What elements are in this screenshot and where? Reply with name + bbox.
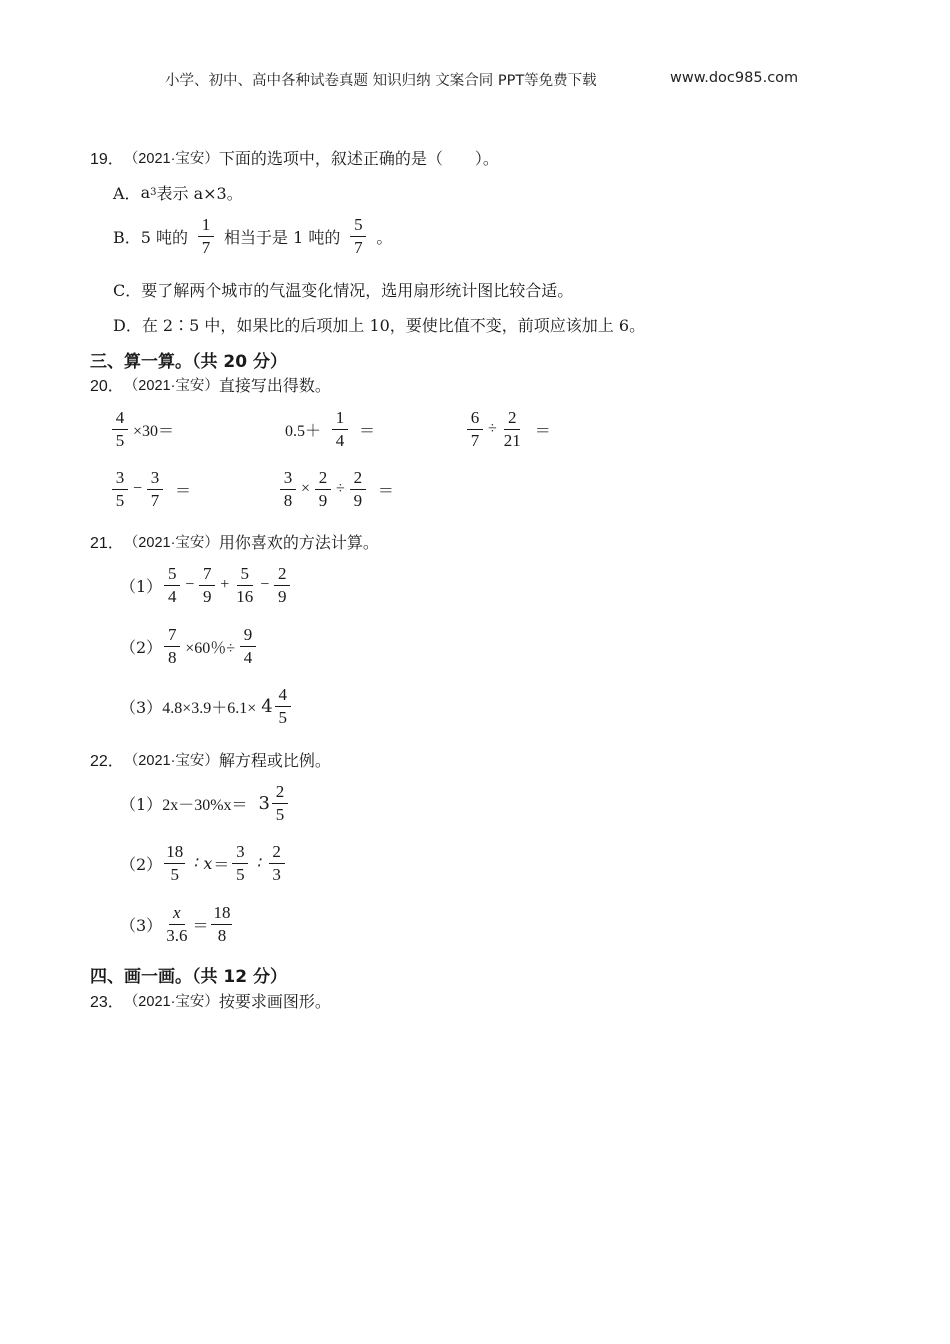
q22-source: （2021·宝安） [123,753,219,769]
fraction: $\frac{2}{5}$ [272,783,288,824]
q20-stem [90,373,331,396]
q19-option-d: D．在 2∶5 中，如果比的后项加上 10，要使比值不变，前项应该加上 6。 [113,316,646,335]
q21-stem [90,530,379,553]
header-website: www.doc985.com [670,70,799,86]
q19-number: 19． [90,151,124,168]
q19-option-a-label: A． [113,184,141,203]
q23-number: 23． [90,994,124,1011]
fraction: $\frac{3}{5}$ [112,469,128,510]
q22-part-1: （1） 2x－30%x＝ 3 $\frac{2}{5}$ [120,783,290,824]
q20-expr-3: $\frac{6}{7}$ ÷ $\frac{2}{21}$ ＝ [465,409,554,450]
fraction: $\frac{3}{8}$ [280,469,296,510]
q19-option-a [113,181,243,204]
fraction: $\frac{2}{9}$ [274,565,290,606]
q21-text: 用你喜欢的方法计算。 [218,533,379,552]
q19-source: （2021·宝安） [123,151,219,167]
fraction: $\frac{18}{8}$ [213,903,231,945]
q19-text: 下面的选项中，叙述正确的是（ ）。 [218,149,499,168]
q19-option-b-text3: 。 [376,227,393,247]
q20-expr-2: 0.5＋ $\frac{1}{4}$ ＝ [285,408,376,450]
fraction: $\frac{7}{9}$ [199,565,215,606]
q19-stem [90,146,499,169]
fraction: $\frac{2}{21}$ [503,408,521,450]
fraction: $\frac{3}{7}$ [147,469,163,510]
q23-text: 按要求画图形。 [218,992,331,1011]
fraction: $\frac{6}{7}$ [467,409,483,450]
fraction: $\frac{1}{4}$ [332,409,348,450]
fraction: $\frac{5}{4}$ [164,565,180,606]
fraction: $\frac{x}{3.6}$ [166,903,188,945]
q19-option-b-text2: 相当于是 1 吨的 [224,227,341,247]
q22-text: 解方程或比例。 [218,751,331,770]
q21-source: （2021·宝安） [123,535,219,551]
q19-option-a-exponent: 3 [150,187,157,198]
section-4-heading: 四、画一画。（共 12 分） [90,967,287,987]
q20-expr-1: $\frac{4}{5}$ ×30＝ [110,409,177,450]
q19-option-c: C．要了解两个城市的气温变化情况，选用扇形统计图比较合适。 [113,281,574,300]
q19-option-b-fraction1: $\frac{1}{7}$ [198,216,214,257]
q19-option-a-text: 表示 a×3。 [156,184,243,203]
fraction: $\frac{3}{5}$ [232,843,248,884]
q20-source: （2021·宝安） [123,378,219,394]
q19-option-b-label: B． [113,227,141,247]
fraction: $\frac{18}{5}$ [166,842,184,884]
q19-option-b-text1: 5 吨的 [140,227,189,247]
q21-part-2: （2） $\frac{7}{8}$ ×60％÷ $\frac{9}{4}$ [120,626,258,667]
fraction: $\frac{4}{5}$ [275,686,291,727]
header-banner-text: 小学、初中、高中各种试卷真题 知识归纳 文案合同 PPT等免费下载 [165,73,597,89]
q20-number: 20． [90,378,124,395]
q20-expr-5: $\frac{3}{8}$ × $\frac{2}{9}$ ÷ $\frac{2}{9}$ ＝ [278,469,397,510]
q20-expr-4: $\frac{3}{5}$ − $\frac{3}{7}$ ＝ [110,469,194,510]
fraction: $\frac{4}{5}$ [112,409,128,450]
section-3-heading: 三、算一算。（共 20 分） [90,352,287,372]
q23-source: （2021·宝安） [123,994,219,1010]
q22-part-3: （3） $\frac{x}{3.6}$ ＝ $\frac{18}{8}$ [120,903,231,945]
q21-part-3: （3） 4.8×3.9＋6.1× 4 $\frac{4}{5}$ [120,686,293,727]
q19-option-b [113,216,392,257]
fraction: $\frac{5}{16}$ [236,564,254,606]
q19-option-b-fraction2: $\frac{5}{7}$ [350,216,366,257]
q21-part-1: （1） $\frac{5}{4}$ − $\frac{7}{9}$ + $\frac{5}{16}$ − $\frac{2}{9}$ [120,565,292,606]
q23-stem [90,989,331,1012]
fraction: $\frac{2}{9}$ [350,469,366,510]
fraction: $\frac{7}{8}$ [164,626,180,667]
fraction: $\frac{2}{9}$ [315,469,331,510]
q20-text: 直接写出得数。 [218,376,331,395]
fraction: $\frac{9}{4}$ [240,626,256,667]
q22-stem [90,748,331,771]
q19-option-a-base: a [140,183,151,202]
q22-number: 22． [90,753,124,770]
fraction: $\frac{2}{3}$ [269,843,285,884]
q22-part-2: （2） $\frac{18}{5}$ ∶ x ＝ $\frac{3}{5}$ ∶ $\frac{2}{3}$ [120,843,287,884]
q21-number: 21． [90,535,124,552]
